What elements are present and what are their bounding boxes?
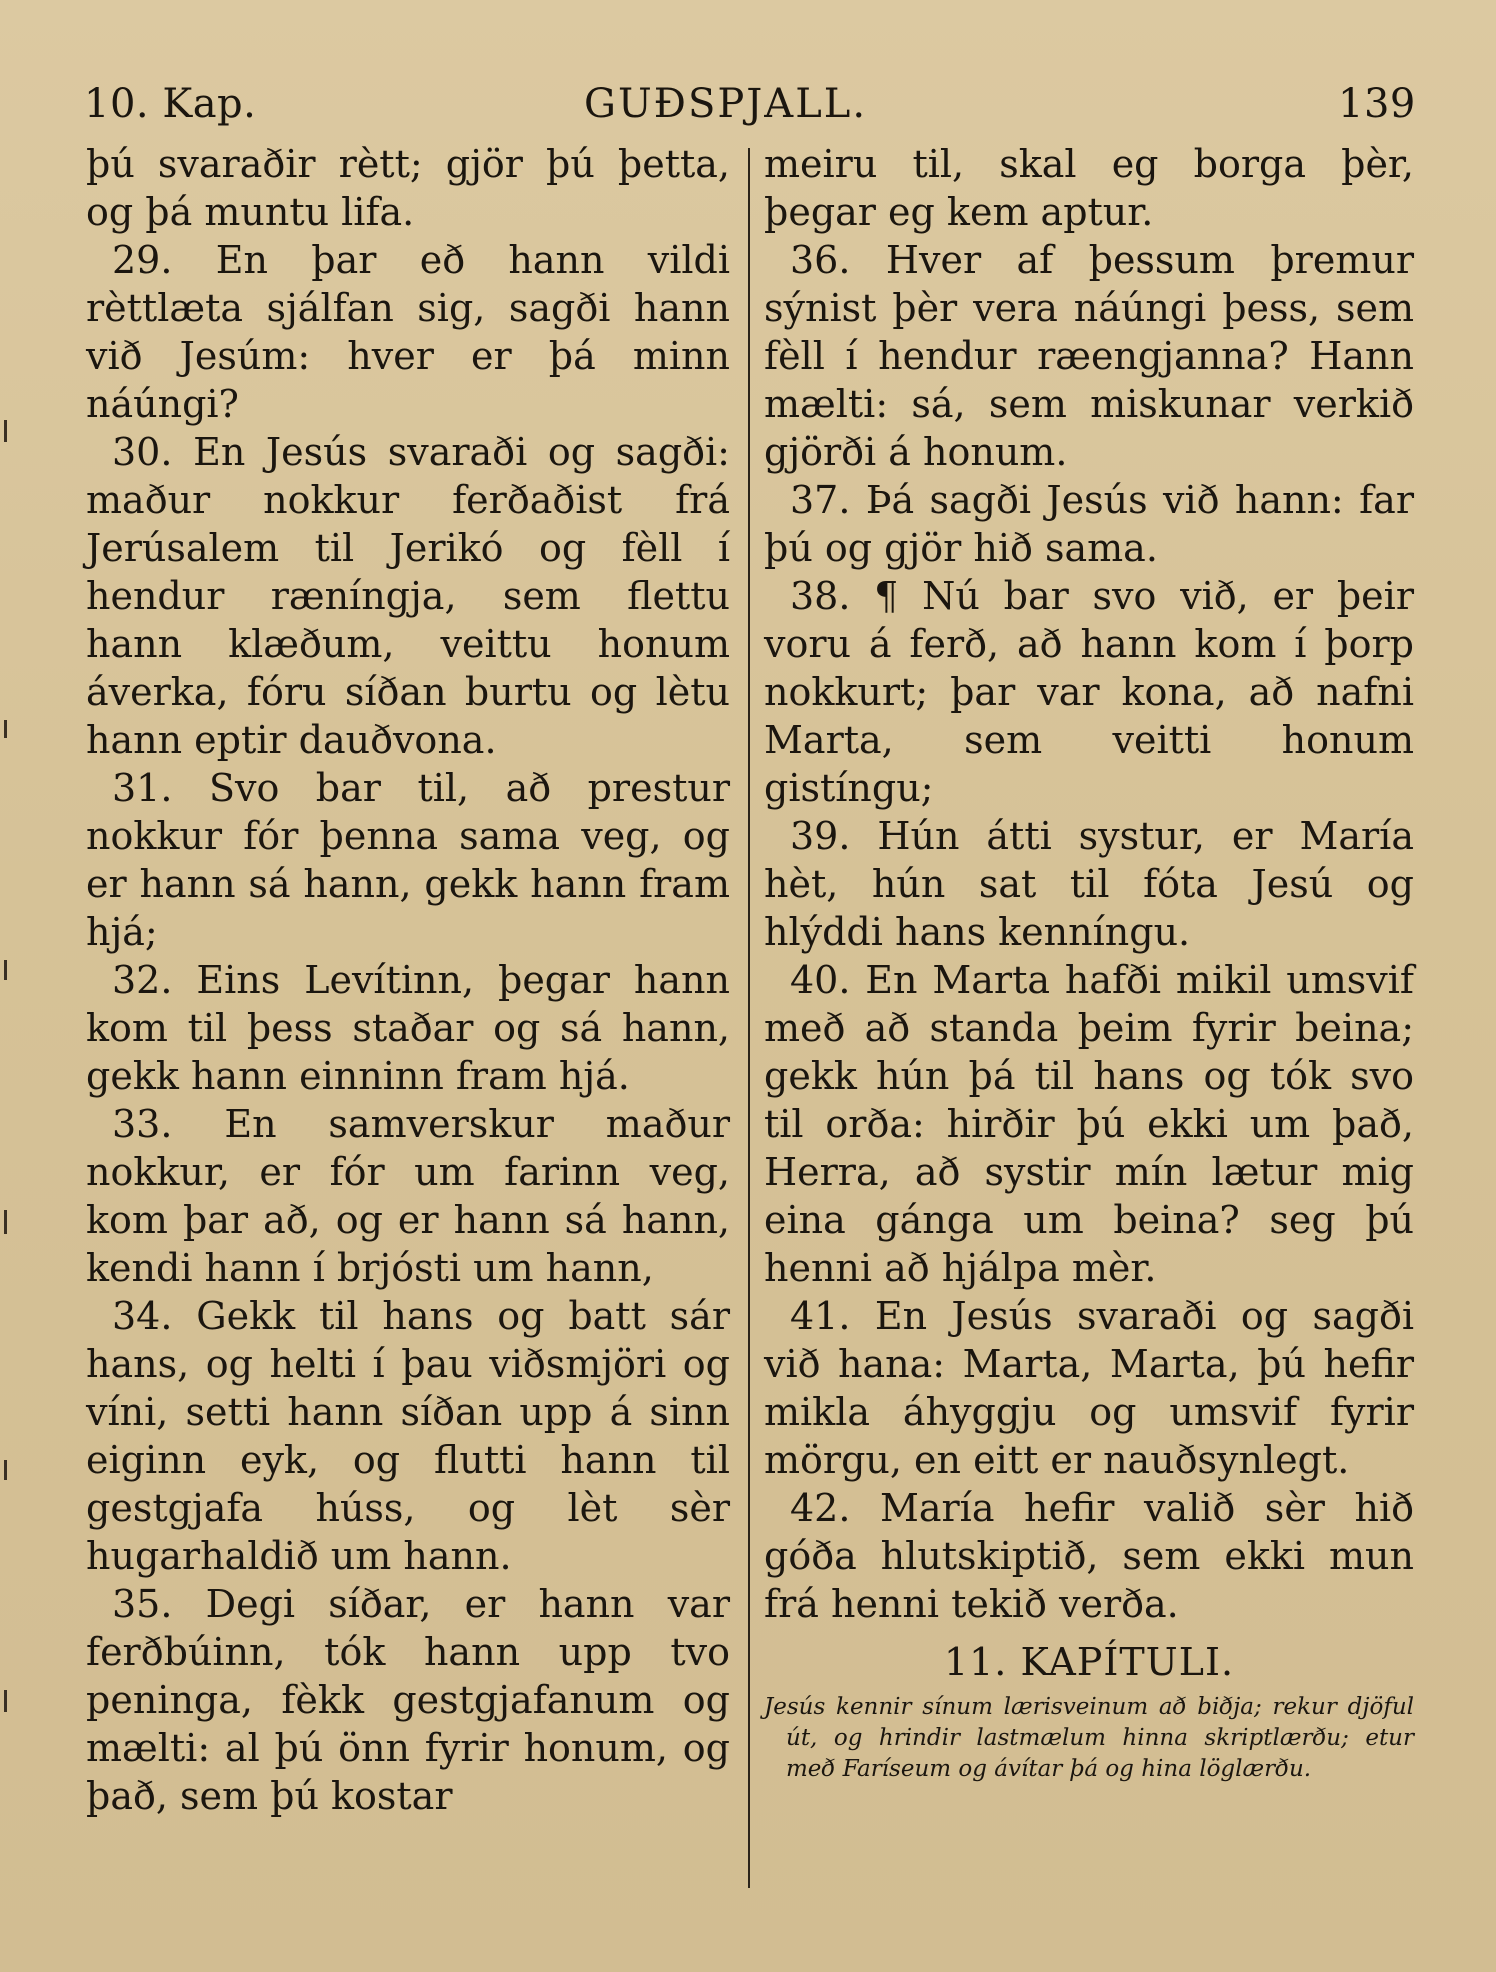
verse-33 xyxy=(86,1100,730,1292)
verse-38 xyxy=(764,572,1414,812)
right-column xyxy=(764,140,1414,1785)
verse-35 xyxy=(86,1580,730,1820)
verse-32 xyxy=(86,956,730,1100)
verse-31 xyxy=(86,764,730,956)
verse-42 xyxy=(764,1484,1414,1628)
verse-29 xyxy=(86,236,730,428)
verse-text: María hefir valið sèr hið góða hlutskiptið, sem ekki mun frá henni tekið verða. xyxy=(764,1486,1414,1626)
verse-41 xyxy=(764,1292,1414,1484)
verse-number: 37. xyxy=(790,478,851,522)
verse-number: 31. xyxy=(112,766,173,810)
verse-35-continuation xyxy=(764,140,1414,236)
verse-text: meiru til, skal eg borga þèr, þegar eg kem aptur. xyxy=(764,142,1414,234)
verse-30 xyxy=(86,428,730,764)
header-chapter: 10. Kap. xyxy=(84,81,257,127)
verse-text: þú svaraðir rètt; gjör þú þetta, og þá muntu lifa. xyxy=(86,142,730,234)
verse-text: Svo bar til, að prestur nokkur fór þenna sama veg, og er hann sá hann, gekk hann fram hjá; xyxy=(86,766,730,954)
verse-37 xyxy=(764,476,1414,572)
verse-number: 42. xyxy=(790,1486,851,1530)
verse-number: 36. xyxy=(790,238,851,282)
page-number: 139 xyxy=(1338,81,1416,127)
column-divider xyxy=(748,148,750,1888)
verse-number: 32. xyxy=(112,958,173,1002)
verse-text: Degi síðar, er hann var ferðbúinn, tók hann upp tvo peninga, fèkk gestgjafanum og mælti: al þú önn fyrir honum, og það, sem þú kostar xyxy=(86,1582,730,1818)
verse-number: 34. xyxy=(112,1294,173,1338)
verse-text: En samverskur maður nokkur, er fór um farinn veg, kom þar að, og er hann sá hann, kendi hann í brjósti um hann, xyxy=(86,1102,730,1290)
verse-number: 30. xyxy=(112,430,173,474)
page-edge-mark xyxy=(4,1210,7,1234)
verse-number: 33. xyxy=(112,1102,173,1146)
chapter-heading: 11. KAPÍTULI. xyxy=(943,1640,1235,1684)
verse-39 xyxy=(764,812,1414,956)
verse-28-continuation xyxy=(86,140,730,236)
verse-text: En Jesús svaraði og sagði við hana: Marta, Marta, þú hefir mikla áhyggju og umsvif fyrir mörgu, en eitt er nauðsynlegt. xyxy=(764,1294,1414,1482)
verse-text: Hún átti systur, er María hèt, hún sat til fóta Jesú og hlýddi hans kenníngu. xyxy=(764,814,1414,954)
verse-number: 40. xyxy=(790,958,851,1002)
verse-34 xyxy=(86,1292,730,1580)
verse-text: Hver af þessum þremur sýnist þèr vera náúngi þess, sem fèll í hendur ræengjanna? Hann mælti: sá, sem miskunar verkið gjörði á honum. xyxy=(764,238,1414,474)
page-edge-mark xyxy=(4,420,7,442)
running-header xyxy=(0,74,1496,134)
verse-text: Gekk til hans og batt sár hans, og helti í þau viðsmjöri og víni, setti hann síðan upp á sinn eiginn eyk, og flutti hann til gestgjafa húss, og lèt sèr hugarhaldið um hann. xyxy=(86,1294,730,1578)
page-edge-mark xyxy=(4,1690,7,1712)
verse-text: Nú bar svo við, er þeir voru á ferð, að hann kom í þorp nokkurt; þar var kona, að nafni Marta, sem veitti honum gistíngu; xyxy=(764,574,1414,810)
verse-number: 35. xyxy=(112,1582,173,1626)
verse-text: Eins Levítinn, þegar hann kom til þess staðar og sá hann, gekk hann einninn fram hjá. xyxy=(86,958,730,1098)
verse-text: Þá sagði Jesús við hann: far þú og gjör hið sama. xyxy=(764,478,1414,570)
left-column xyxy=(86,140,730,1820)
verse-40 xyxy=(764,956,1414,1292)
page-edge-mark xyxy=(4,720,7,738)
chapter-summary: Jesús kennir sínum lærisveinum að biðja; rekur djöful út, og hrindir lastmælum hinna skriptlærðu; etur með Faríseum og ávítar þá og hina löglærðu. xyxy=(764,1694,1414,1782)
verse-text: En Jesús svaraði og sagði: maður nokkur ferðaðist frá Jerúsalem til Jerikó og fèll í hendur ræníngja, sem flettu hann klæðum, veittu honum áverka, fóru síðan burtu og lètu hann eptir dauðvona. xyxy=(86,430,730,762)
page-edge-mark xyxy=(4,1460,7,1480)
page-edge-mark xyxy=(4,960,7,980)
verse-text: En Marta hafði mikil umsvif með að standa þeim fyrir beina; gekk hún þá til hans og tók svo til orða: hirðir þú ekki um það, Herra, að systir mín lætur mig eina gánga um beina? seg þú henni að hjálpa mèr. xyxy=(764,958,1414,1290)
verse-text: En þar eð hann vildi rèttlæta sjálfan sig, sagði hann við Jesúm: hver er þá minn náúngi? xyxy=(86,238,730,426)
verse-number: 38. ¶ xyxy=(790,574,899,618)
verse-number: 29. xyxy=(112,238,173,282)
verse-number: 39. xyxy=(790,814,851,858)
verse-36 xyxy=(764,236,1414,476)
header-title: GUÐSPJALL. xyxy=(584,81,868,127)
verse-number: 41. xyxy=(790,1294,851,1338)
